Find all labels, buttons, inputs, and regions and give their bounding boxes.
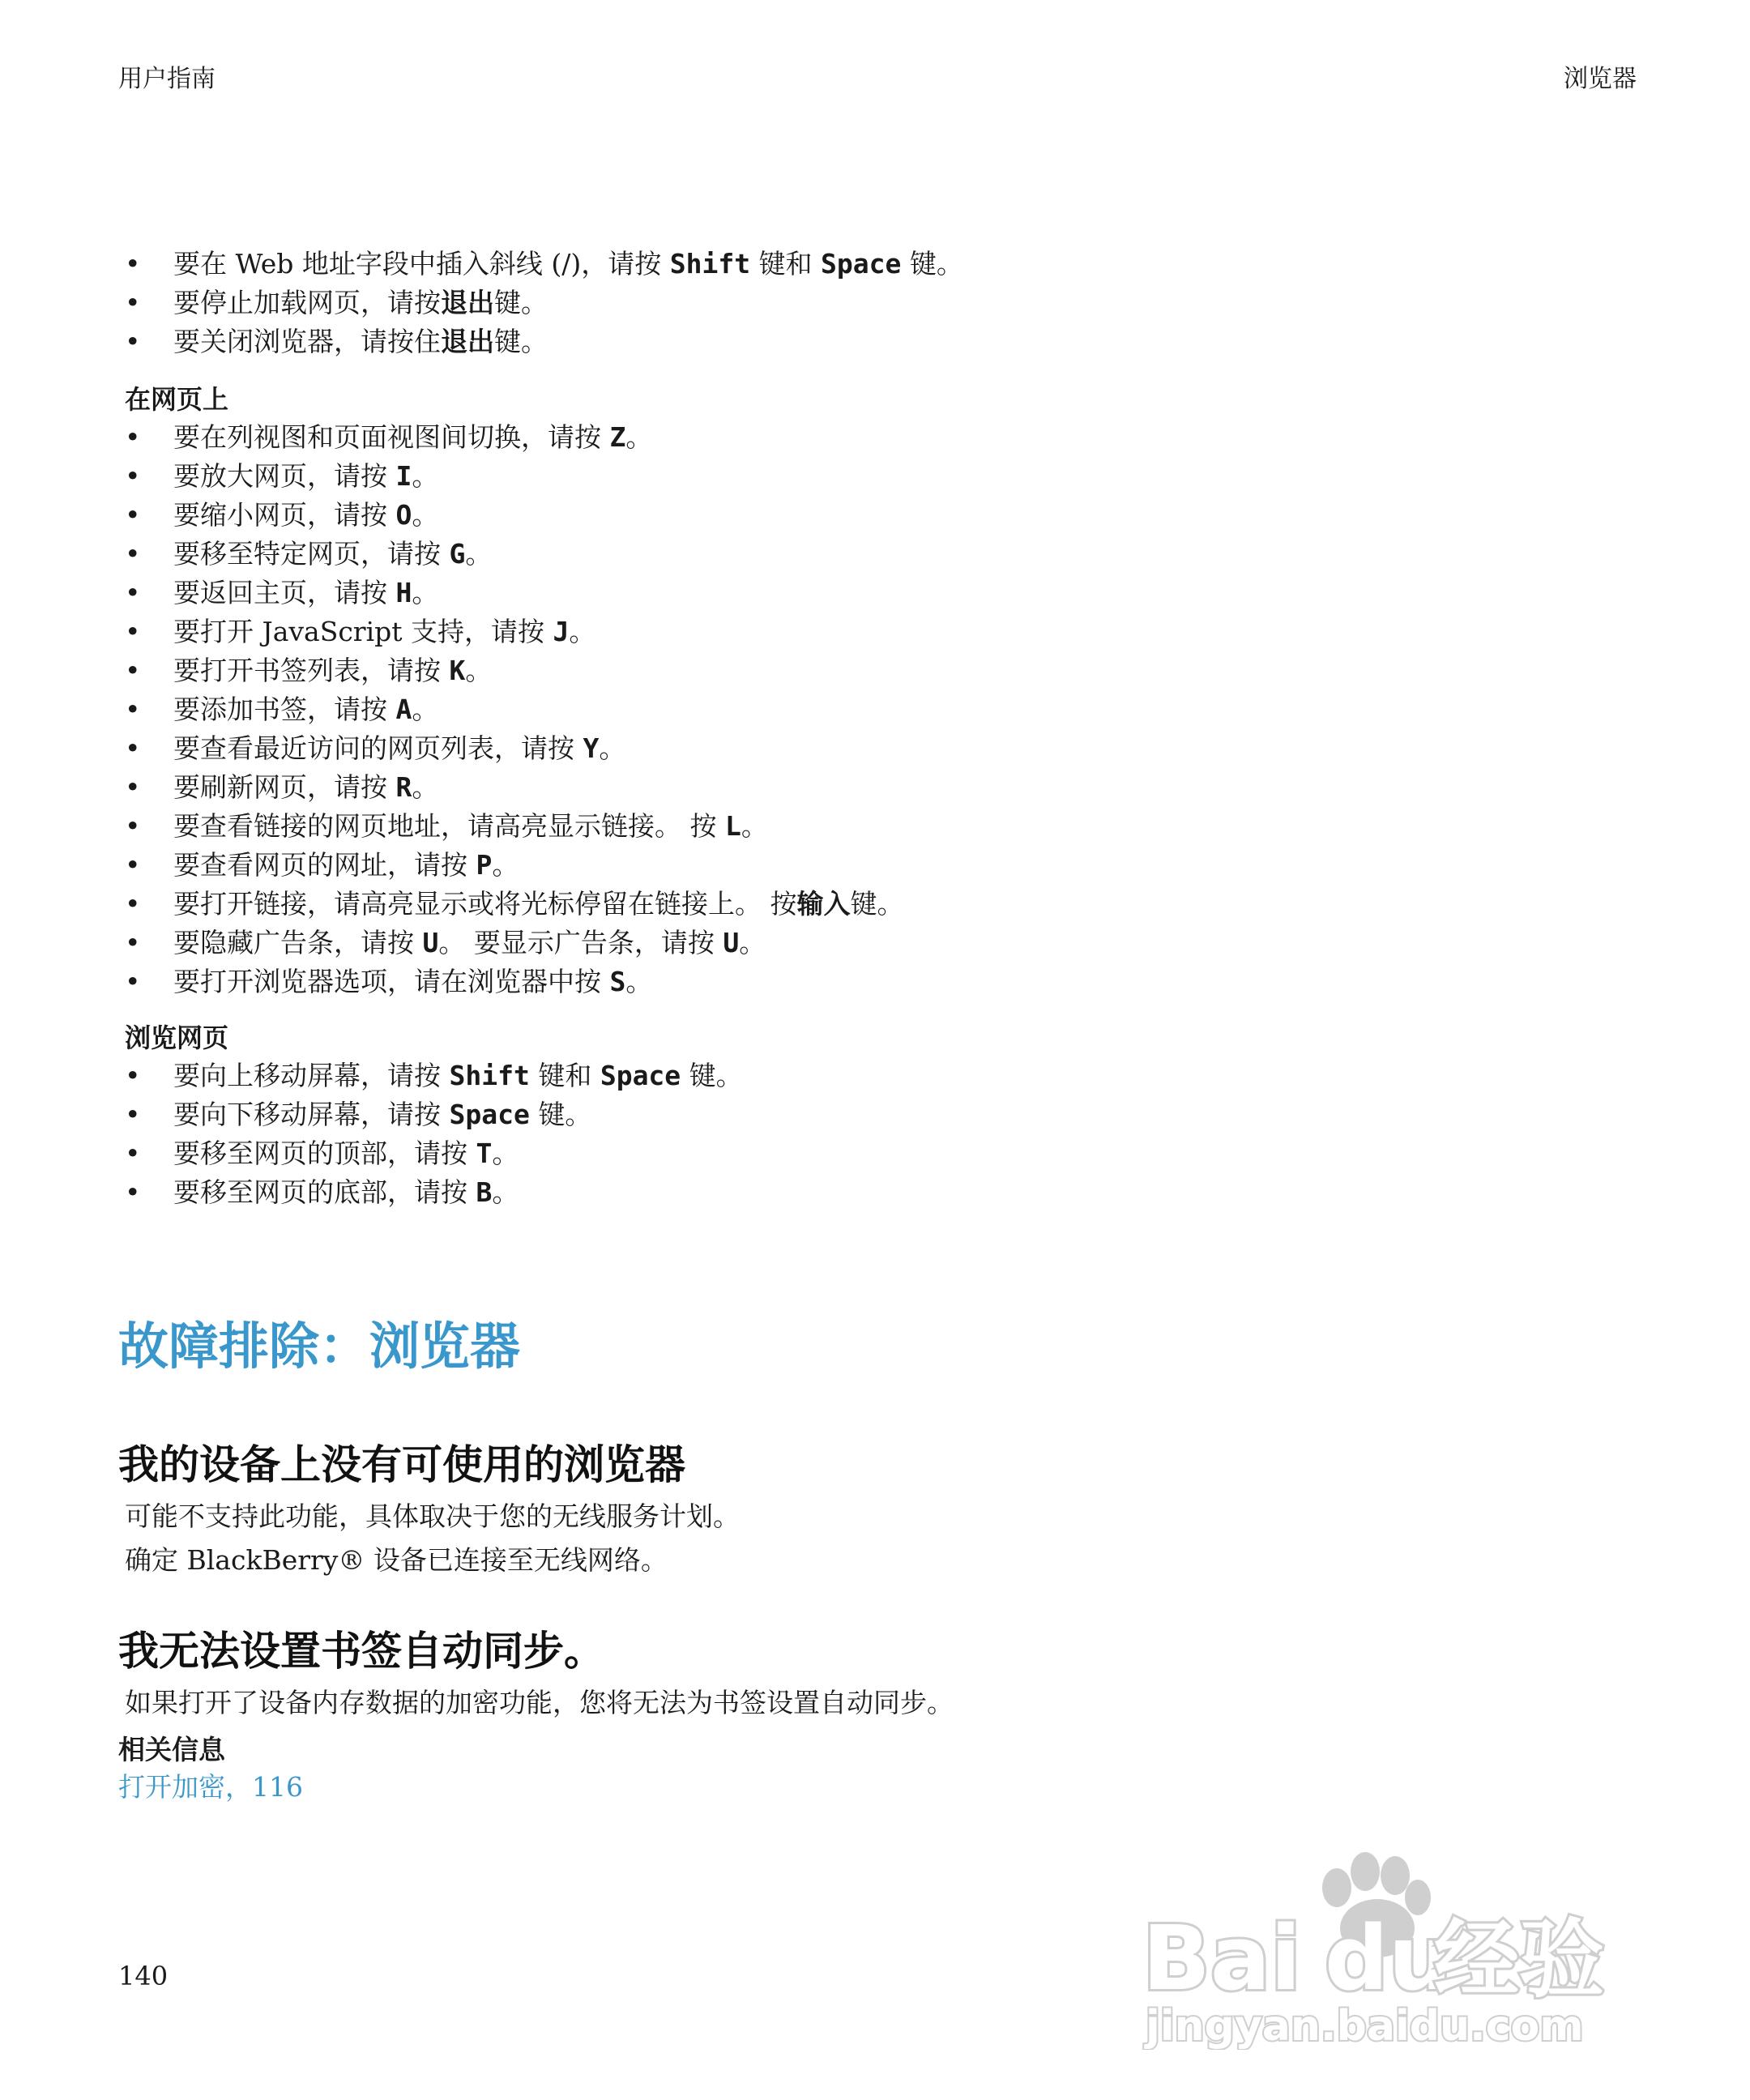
bullet-icon: • (125, 421, 141, 453)
question-heading-bookmark-sync: 我无法设置书签自动同步。 (118, 1628, 604, 1675)
list-item: • 要打开浏览器选项，请在浏览器中按 S。 (118, 962, 1658, 1001)
key-label: H (395, 577, 412, 608)
related-info-title: 相关信息 (118, 1734, 225, 1765)
list-item: • 要在 Web 地址字段中插入斜线 (/)，请按 Shift 键和 Space 键。 (118, 245, 1658, 284)
key-label: I (395, 460, 412, 492)
list-item: • 要打开链接，请高亮显示或将光标停留在链接上。 按输入键。 (118, 885, 1658, 924)
running-header-left: 用户指南 (118, 65, 216, 93)
watermark-brand-b: du (1325, 1906, 1453, 2010)
key-label: Space (449, 1099, 530, 1130)
key-label: Shift (449, 1060, 530, 1091)
key-label: Y (583, 732, 600, 764)
paragraph: 如果打开了设备内存数据的加密功能，您将无法为书签设置自动同步。 (125, 1687, 954, 1718)
list-item: • 要刷新网页，请按 R。 (118, 768, 1658, 807)
bullet-icon: • (125, 248, 141, 280)
key-label: A (395, 694, 412, 725)
bullet-icon: • (125, 1176, 141, 1208)
question-heading-no-browser: 我的设备上没有可使用的浏览器 (118, 1441, 685, 1488)
key-label: Z (609, 421, 626, 453)
watermark-graphic (1142, 1839, 1645, 2050)
bullet-icon: • (125, 538, 141, 570)
running-header-right: 浏览器 (1564, 65, 1637, 93)
watermark-url: jingyan.baidu.com (1146, 2002, 1584, 2050)
bullet-icon: • (125, 888, 141, 920)
key-label: Shift (669, 248, 751, 280)
related-info-link[interactable]: 打开加密，116 (118, 1771, 303, 1803)
list-item: • 要放大网页，请按 I。 (118, 457, 1658, 496)
key-label: P (476, 849, 493, 881)
list-item: • 要隐藏广告条，请按 U。 要显示广告条，请按 U。 (118, 924, 1658, 962)
section-heading-troubleshooting: 故障排除：浏览器 (118, 1317, 521, 1376)
bullet-icon: • (125, 655, 141, 686)
bullet-icon: • (125, 927, 141, 958)
key-label: U (723, 927, 740, 958)
paragraph: 可能不支持此功能，具体取决于您的无线服务计划。 (125, 1500, 740, 1532)
bullet-icon: • (125, 966, 141, 997)
list-item: • 要在列视图和页面视图间切换，请按 Z。 (118, 418, 1658, 457)
key-label: O (395, 499, 412, 531)
list-item: • 要移至网页的顶部，请按 T。 (118, 1134, 1658, 1173)
bullet-icon: • (125, 499, 141, 531)
key-label: Space (821, 248, 902, 280)
bullet-icon: • (125, 1060, 141, 1091)
bullet-icon: • (125, 460, 141, 492)
bullet-icon: • (125, 326, 141, 357)
baidu-jingyan-watermark (1142, 1839, 1645, 2050)
key-label: K (449, 655, 466, 686)
watermark-brand-a: Bai (1142, 1906, 1301, 2010)
shortcut-list-browse (118, 1056, 1658, 1212)
key-label: 退出 (441, 287, 494, 318)
bullet-icon: • (125, 810, 141, 842)
shortcut-list-web (118, 418, 1658, 1001)
key-label: S (609, 966, 626, 997)
bullet-icon: • (125, 616, 141, 647)
key-label: J (553, 616, 570, 647)
bullet-icon: • (125, 732, 141, 764)
bullet-icon: • (125, 1138, 141, 1169)
list-item: • 要打开 JavaScript 支持，请按 J。 (118, 612, 1658, 651)
page-number: 140 (118, 1961, 169, 1991)
key-label: R (395, 771, 412, 803)
section-title-web: 在网页上 (125, 384, 229, 415)
bullet-icon: • (125, 771, 141, 803)
key-label: 输入 (796, 888, 851, 920)
section-title-browse: 浏览网页 (125, 1022, 229, 1053)
list-item: • 要查看最近访问的网页列表，请按 Y。 (118, 729, 1658, 768)
key-label: 退出 (441, 326, 494, 357)
bullet-icon: • (125, 694, 141, 725)
key-label: B (476, 1176, 493, 1208)
key-label: G (449, 538, 466, 570)
bullet-icon: • (125, 287, 141, 318)
key-label: T (476, 1138, 493, 1169)
bullet-icon: • (125, 577, 141, 608)
bullet-icon: • (125, 1099, 141, 1130)
key-label: L (724, 810, 741, 842)
list-item: • 要向上移动屏幕，请按 Shift 键和 Space 键。 (118, 1056, 1658, 1095)
list-item: • 要缩小网页，请按 O。 (118, 496, 1658, 535)
shortcut-list-top (118, 245, 1658, 361)
list-item: • 要移至网页的底部，请按 B。 (118, 1173, 1658, 1212)
list-item: • 要返回主页，请按 H。 (118, 574, 1658, 612)
list-item: • 要查看链接的网页地址，请高亮显示链接。 按 L。 (118, 807, 1658, 846)
key-label: Space (600, 1060, 681, 1091)
list-item: • 要查看网页的网址，请按 P。 (118, 846, 1658, 885)
bullet-icon: • (125, 849, 141, 881)
list-item: • 要打开书签列表，请按 K。 (118, 651, 1658, 690)
list-item: • 要停止加载网页，请按退出键。 (118, 284, 1658, 322)
list-item: • 要向下移动屏幕，请按 Space 键。 (118, 1095, 1658, 1134)
key-label: U (422, 927, 439, 958)
watermark-brand-cn: 经验 (1434, 1910, 1605, 2009)
list-item: • 要移至特定网页，请按 G。 (118, 535, 1658, 574)
list-item: • 要关闭浏览器，请按住退出键。 (118, 322, 1658, 361)
list-item: • 要添加书签，请按 A。 (118, 690, 1658, 729)
paragraph: 确定 BlackBerry® 设备已连接至无线网络。 (125, 1544, 668, 1576)
